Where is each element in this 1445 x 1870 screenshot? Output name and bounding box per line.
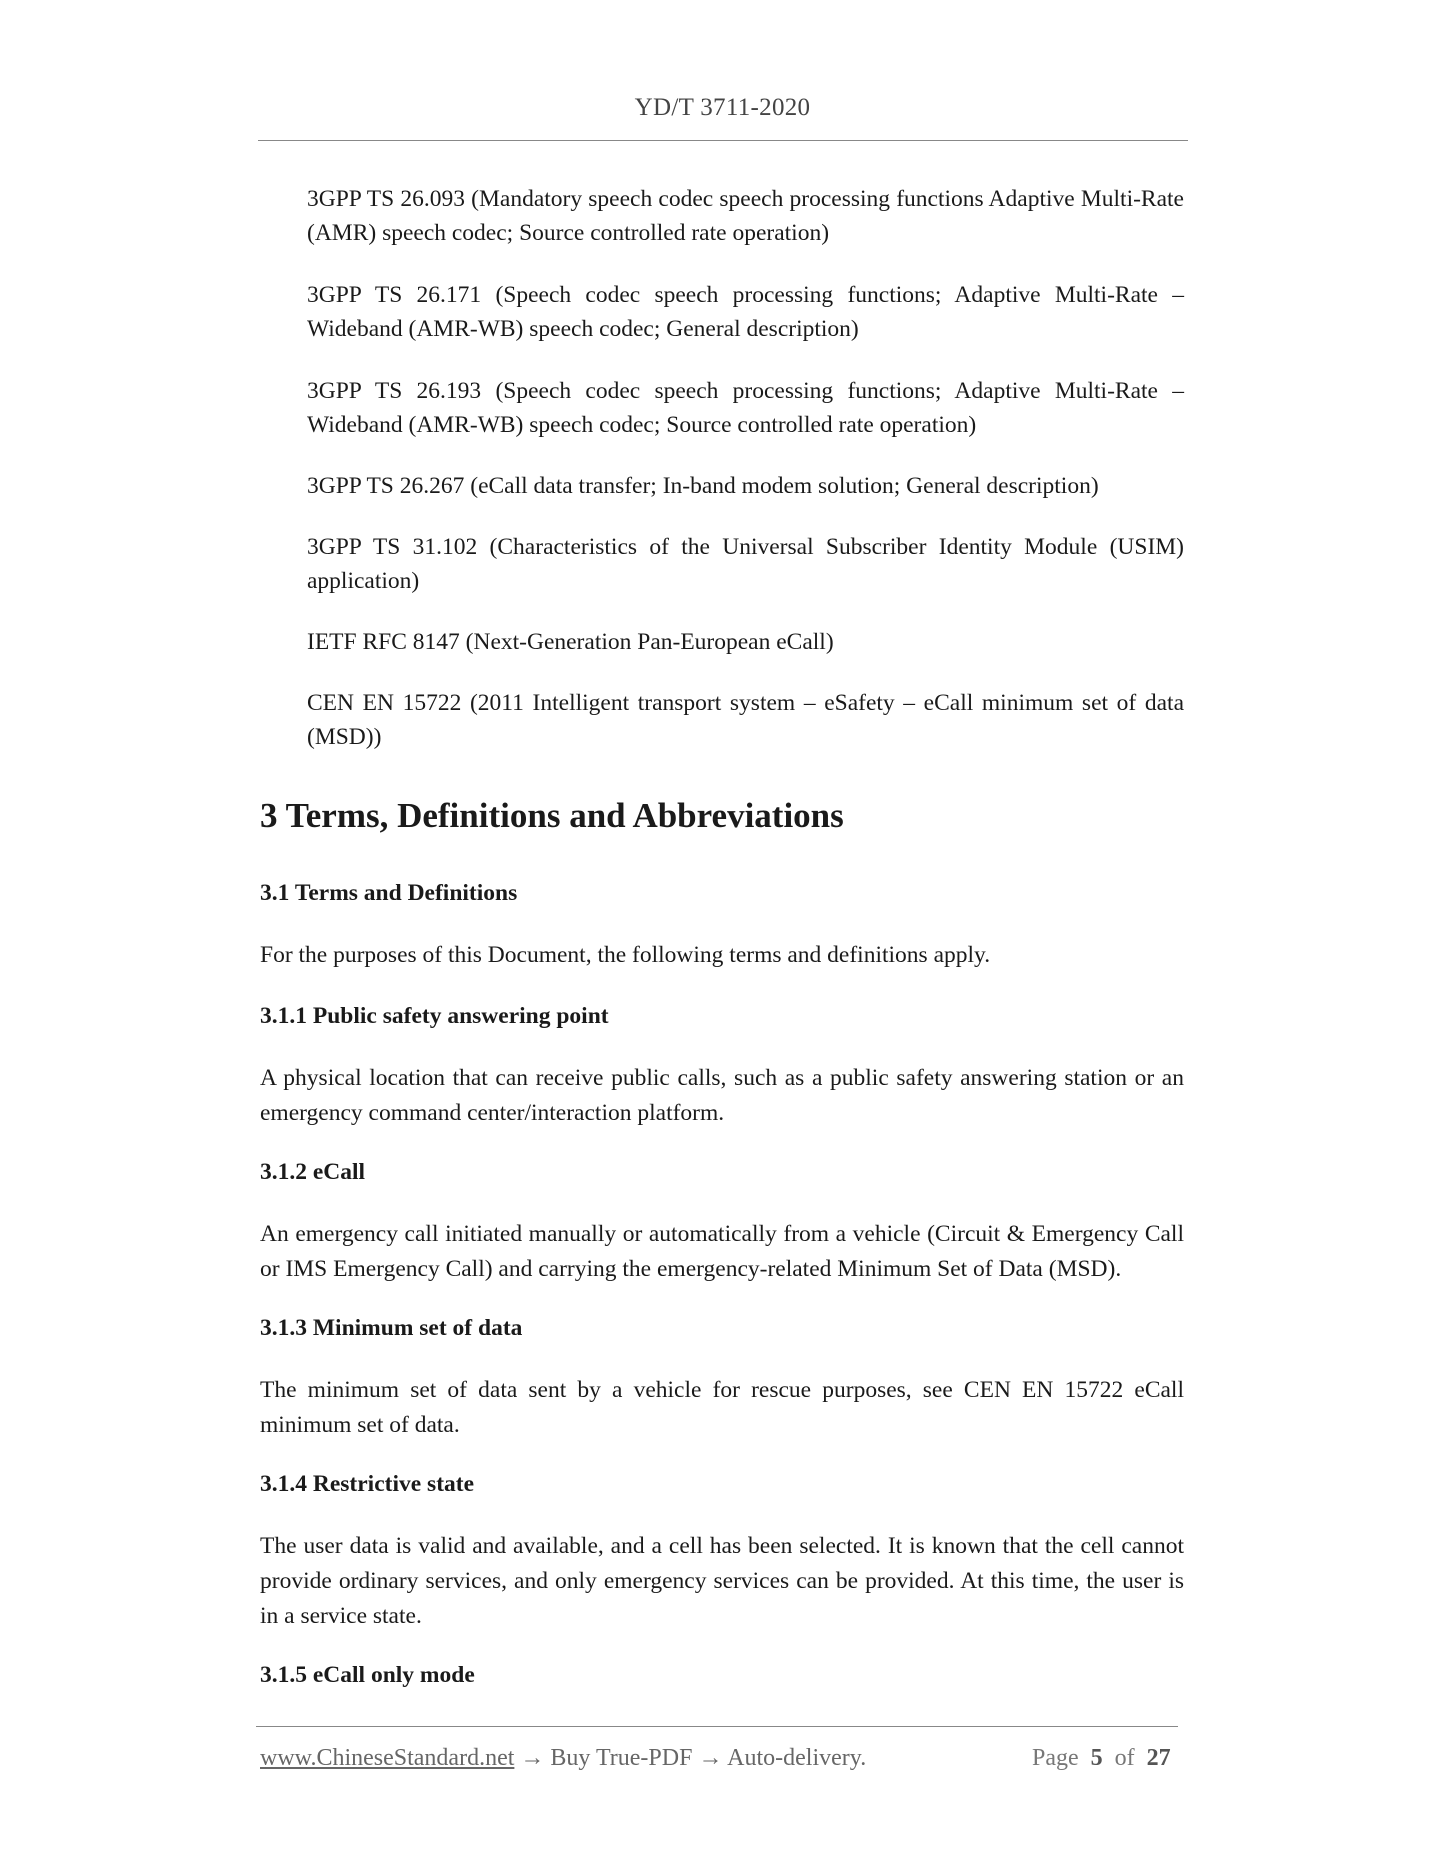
- subsection-heading: 3.1 Terms and Definitions: [260, 880, 518, 906]
- arrow-icon: →: [520, 1745, 545, 1771]
- header-divider: [258, 140, 1188, 141]
- buy-link: Buy True-PDF: [550, 1745, 693, 1771]
- reference-item: 3GPP TS 26.267 (eCall data transfer; In-band modem solution; General description): [307, 473, 1099, 499]
- term-definition: The user data is valid and available, and a cell has been selected. It is known that the cell cannot provide ordinary services, and only emergency services can be provided. At this time, the user is in a service state.: [260, 1533, 1184, 1629]
- document-id-header: YD/T 3711-2020: [634, 94, 811, 121]
- page-indicator: [1032, 1745, 1171, 1772]
- total-pages: 27: [1146, 1745, 1171, 1771]
- term-heading: 3.1.5 eCall only mode: [260, 1662, 475, 1688]
- term-heading: 3.1.4 Restrictive state: [260, 1471, 475, 1497]
- reference-item: 3GPP TS 31.102 (Characteristics of the Universal Subscriber Identity Module (USIM) application): [307, 534, 1184, 594]
- reference-item: 3GPP TS 26.193 (Speech codec speech processing functions; Adaptive Multi-Rate – Wideband (AMR-WB) speech codec; Source controlled rate operation): [307, 378, 1184, 438]
- reference-item: 3GPP TS 26.171 (Speech codec speech processing functions; Adaptive Multi-Rate – Wideband (AMR-WB) speech codec; General description): [307, 282, 1184, 342]
- reference-item: 3GPP TS 26.093 (Mandatory speech codec speech processing functions Adaptive Multi-Rate (AMR) speech codec; Source controlled rate operation): [307, 186, 1184, 246]
- term-heading: 3.1.2 eCall: [260, 1159, 366, 1185]
- arrow-icon: →: [698, 1745, 723, 1771]
- footer-divider: [256, 1726, 1178, 1727]
- of-label: of: [1114, 1745, 1135, 1771]
- footer-links: [260, 1745, 866, 1772]
- delivery-text: Auto-delivery.: [727, 1745, 867, 1771]
- term-definition: The minimum set of data sent by a vehicle for rescue purposes, see CEN EN 15722 eCall minimum set of data.: [260, 1377, 1184, 1438]
- reference-item: IETF RFC 8147 (Next-Generation Pan-European eCall): [307, 629, 834, 655]
- intro-paragraph: For the purposes of this Document, the following terms and definitions apply.: [260, 942, 991, 968]
- reference-item: CEN EN 15722 (2011 Intelligent transport system – eSafety – eCall minimum set of data (MSD)): [307, 690, 1184, 750]
- term-definition: An emergency call initiated manually or automatically from a vehicle (Circuit & Emergency Call or IMS Emergency Call) and carrying the emergency-related Minimum Set of Data (MSD).: [260, 1221, 1184, 1282]
- site-link[interactable]: www.ChineseStandard.net: [260, 1745, 515, 1771]
- term-heading: 3.1.1 Public safety answering point: [260, 1003, 609, 1029]
- term-heading: 3.1.3 Minimum set of data: [260, 1315, 523, 1341]
- page-number: 5: [1090, 1745, 1103, 1771]
- section-heading: 3 Terms, Definitions and Abbreviations: [260, 796, 844, 835]
- term-definition: A physical location that can receive public calls, such as a public safety answering station or an emergency command center/interaction platform.: [260, 1065, 1184, 1126]
- page-label: Page: [1032, 1745, 1079, 1771]
